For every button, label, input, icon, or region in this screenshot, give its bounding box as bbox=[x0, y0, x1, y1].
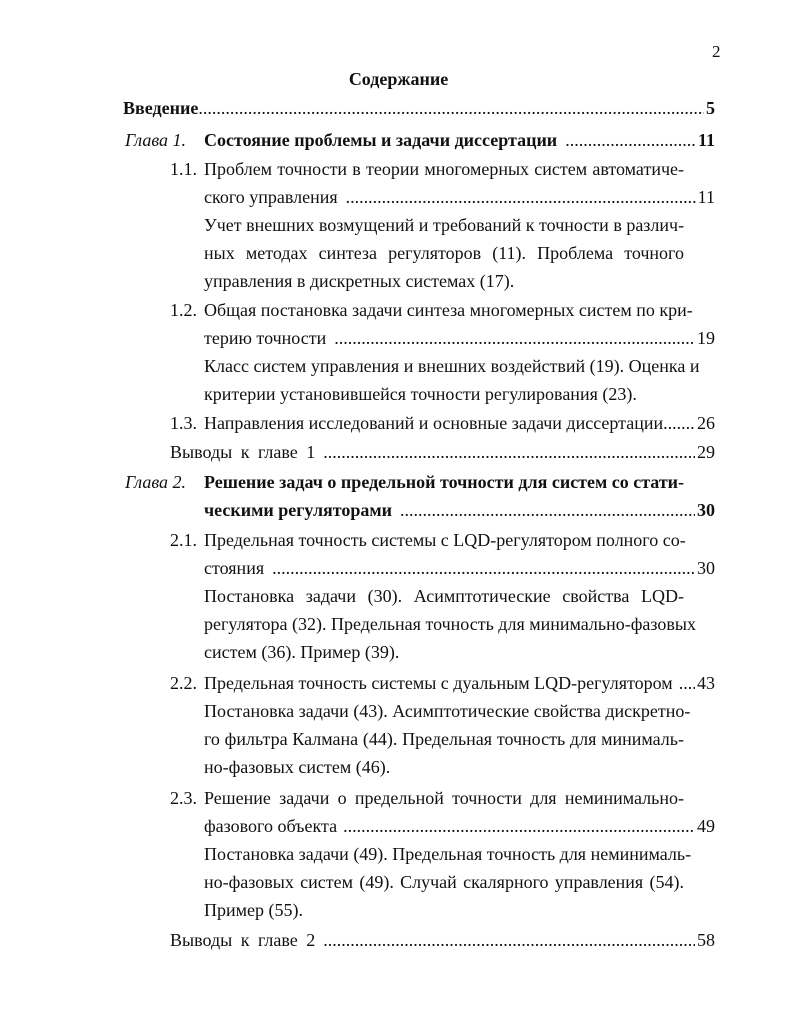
section-description: управления в дискретных системах (17). bbox=[204, 271, 515, 291]
section-number: 2.1. bbox=[170, 530, 197, 550]
toc-entry-label: ского управления bbox=[204, 187, 338, 207]
toc-page-number: 29 bbox=[697, 442, 715, 462]
chapter-title[interactable]: Решение задач о предельной точности для систем со стати- bbox=[204, 472, 685, 492]
toc-entry-label: ческими регуляторами bbox=[204, 500, 393, 520]
toc-entry-label: Предельная точность системы с дуальным LQD-регулятором bbox=[204, 673, 673, 693]
section-number: 1.1. bbox=[170, 159, 197, 179]
toc-page-number: 30 bbox=[697, 558, 715, 578]
toc-entry-label: Введение bbox=[123, 98, 199, 118]
toc-entry-section-2-2[interactable] bbox=[204, 671, 715, 695]
section-number: 1.2. bbox=[170, 300, 197, 320]
toc-page-number: 11 bbox=[697, 187, 715, 207]
section-description: Постановка задачи (30). Асимптотические свойства LQD- bbox=[204, 586, 684, 606]
toc-page-number: 49 bbox=[697, 816, 715, 836]
section-title[interactable]: Проблем точности в теории многомерных систем автоматиче- bbox=[204, 159, 684, 179]
toc-entry-label: Выводы к главе 1 bbox=[170, 442, 316, 462]
toc-entry-intro[interactable] bbox=[123, 96, 715, 120]
section-description: но-фазовых систем (46). bbox=[204, 757, 391, 777]
leader-dots bbox=[565, 128, 696, 152]
section-description: систем (36). Пример (39). bbox=[204, 642, 400, 662]
toc-entry-label: Выводы к главе 2 bbox=[170, 930, 316, 950]
toc-entry-chapter-2[interactable] bbox=[204, 498, 715, 522]
toc-entry-label: стояния bbox=[204, 558, 265, 578]
section-description: регулятора (32). Предельная точность для минимально-фазовых bbox=[204, 614, 696, 634]
leader-dots bbox=[272, 556, 695, 580]
section-description: критерии установившейся точности регулирования (23). bbox=[204, 384, 637, 404]
toc-page-number: 11 bbox=[697, 130, 715, 150]
toc-page-number: 43 bbox=[697, 673, 715, 693]
toc-entry-chapter-1[interactable] bbox=[204, 128, 715, 152]
page-number: 2 bbox=[712, 42, 721, 61]
toc-page-number: 19 bbox=[697, 328, 715, 348]
leader-dots bbox=[343, 814, 695, 838]
leader-dots bbox=[346, 185, 696, 209]
section-number: 1.3. bbox=[170, 413, 197, 433]
section-number: 2.2. bbox=[170, 673, 197, 693]
toc-entry-label: фазового объекта bbox=[204, 816, 338, 836]
leader-dots bbox=[323, 928, 695, 952]
toc-page-number: 26 bbox=[697, 413, 715, 433]
section-title[interactable]: Решение задачи о предельной точности для неминимально- bbox=[204, 788, 684, 808]
leader-dots bbox=[679, 671, 695, 695]
section-description: го фильтра Калмана (44). Предельная точность для минималь- bbox=[204, 729, 684, 749]
section-description: но-фазовых систем (49). Случай скалярного управления (54). bbox=[204, 872, 684, 892]
toc-entry-section-1-2[interactable] bbox=[204, 326, 715, 350]
section-description: ных методах синтеза регуляторов (11). Проблема точного bbox=[204, 243, 684, 263]
toc-entry-label: терию точности bbox=[204, 328, 327, 348]
toc-page-number: 58 bbox=[697, 930, 715, 950]
chapter-label: Глава 2. bbox=[125, 472, 187, 492]
section-description: Постановка задачи (49). Предельная точность для неминималь- bbox=[204, 844, 692, 864]
toc-entry-section-2-3[interactable] bbox=[204, 814, 715, 838]
toc-entry-section-1-3[interactable] bbox=[204, 411, 715, 435]
toc-entry-section-2-1[interactable] bbox=[204, 556, 715, 580]
leader-dots bbox=[334, 326, 695, 350]
toc-page-number: 30 bbox=[697, 500, 715, 520]
section-description: Учет внешних возмущений и требований к точности в различ- bbox=[204, 215, 685, 235]
section-title[interactable]: Общая постановка задачи синтеза многомерных систем по кри- bbox=[204, 300, 693, 320]
leader-dots bbox=[198, 96, 704, 120]
leader-dots bbox=[400, 498, 695, 522]
chapter-label: Глава 1. bbox=[125, 130, 187, 150]
section-description: Пример (55). bbox=[204, 900, 303, 920]
toc-entry-label: Направления исследований и основные задачи диссертации bbox=[204, 413, 664, 433]
section-description: Класс систем управления и внешних воздействий (19). Оценка и bbox=[204, 356, 700, 376]
section-number: 2.3. bbox=[170, 788, 197, 808]
leader-dots bbox=[663, 411, 695, 435]
toc-title: Содержание bbox=[348, 69, 449, 89]
toc-entry-label: Состояние проблемы и задачи диссертации bbox=[204, 130, 558, 150]
section-description: Постановка задачи (43). Асимптотические свойства дискретно- bbox=[204, 701, 691, 721]
toc-page-number: 5 bbox=[706, 98, 715, 118]
section-title[interactable]: Предельная точность системы с LQD-регулятором полного со- bbox=[204, 530, 686, 550]
toc-entry-section-1-1[interactable] bbox=[204, 185, 715, 209]
leader-dots bbox=[323, 440, 695, 464]
toc-entry-conclusion-2[interactable] bbox=[170, 928, 715, 952]
toc-entry-conclusion-1[interactable] bbox=[170, 440, 715, 464]
